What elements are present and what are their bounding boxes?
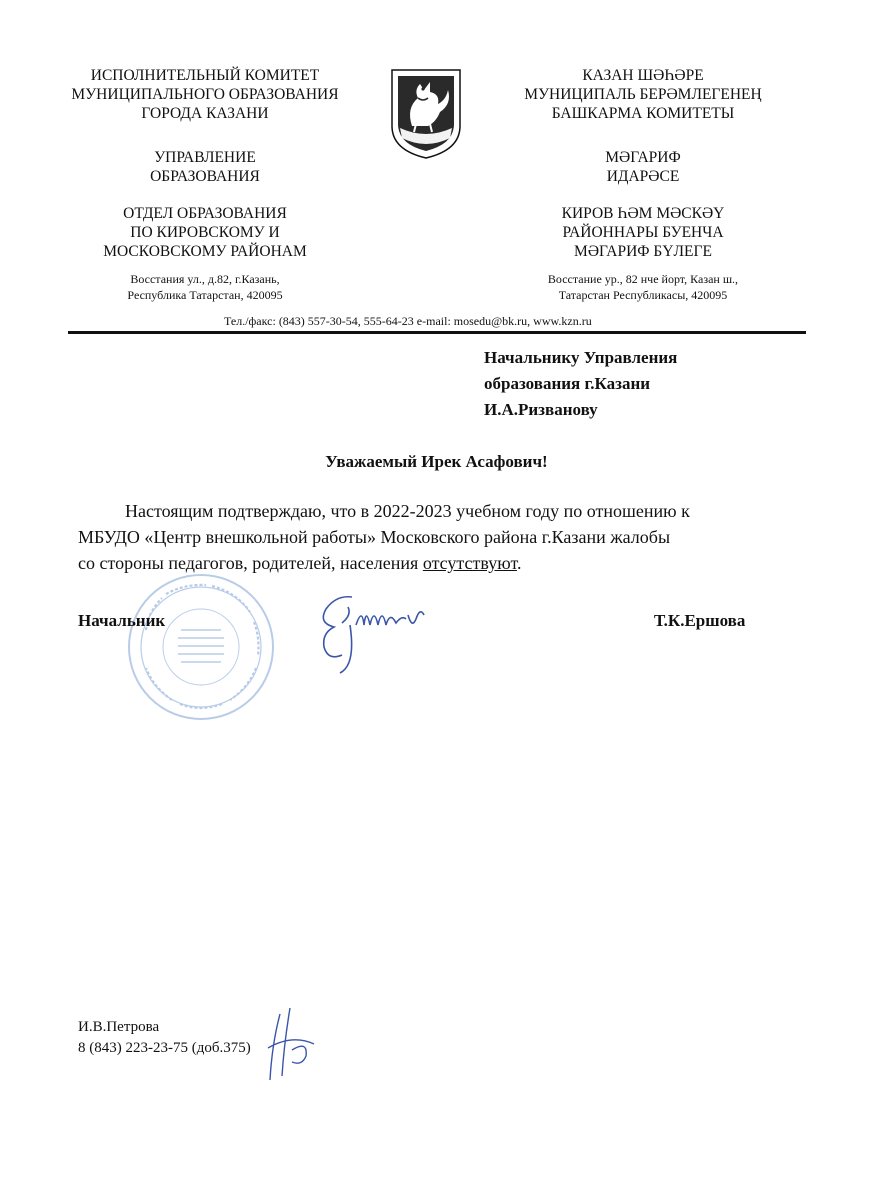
official-stamp [126,572,276,722]
executor-name: И.В.Петрова [78,1019,160,1035]
header-left-org-line: ГОРОДА КАЗАНИ [141,105,269,122]
signatory-name: Т.К.Ершова [654,611,746,630]
header-left-division-line: ОТДЕЛ ОБРАЗОВАНИЯ [123,205,287,222]
header-right-org [478,66,808,123]
header-left-dept-line: ОБРАЗОВАНИЯ [150,168,260,185]
header-left-org [40,66,370,123]
addressee-block [484,345,677,423]
body-line-text: со стороны педагогов, родителей, населения [78,553,423,573]
header-right-division-line: МӘГАРИФ БҮЛЕГЕ [574,243,712,260]
addressee-line: образования г.Казани [484,374,651,393]
header-left-dept-line: УПРАВЛЕНИЕ [154,149,256,166]
header-right-dept [478,148,808,186]
executor-info [78,1017,251,1059]
signatory-position: Начальник [78,611,166,630]
header-right-address-line: Татарстан Республикасы, 420095 [558,288,728,302]
header-left-org-line: МУНИЦИПАЛЬНОГО ОБРАЗОВАНИЯ [71,86,339,103]
header-right-org-line: КАЗАН ШӘҺӘРЕ [582,67,704,84]
header-left-address-line: Восстания ул., д.82, г.Казань, [130,272,280,286]
header-left-dept [40,148,370,186]
addressee-line: Начальнику Управления [484,348,678,367]
header-left-org-line: ИСПОЛНИТЕЛЬНЫЙ КОМИТЕТ [90,67,320,84]
header-right-dept-line: МӘГАРИФ [605,149,681,166]
addressee-line: И.А.Ризванову [484,400,598,419]
header-right-dept-line: ИДАРӘСЕ [606,168,680,185]
body-line: Настоящим подтверждаю, что в 2022-2023 учебном году по отношению к [125,501,690,521]
header-right-division [478,204,808,261]
header-left-division-line: МОСКОВСКОМУ РАЙОНАМ [103,243,307,260]
body-line-punct: . [516,553,522,573]
coat-of-arms-emblem [390,68,462,160]
handwritten-signature [312,585,440,675]
header-right-org-line: БАШКАРМА КОМИТЕТЫ [551,105,735,122]
body-line: МБУДО «Центр внешкольной работы» Московского района г.Казани жалобы [78,527,671,547]
header-left-division-line: ПО КИРОВСКОМУ И [130,224,280,241]
header-left-division [40,204,370,261]
header-divider [68,331,806,334]
header-right-address [478,271,808,303]
letter-body [78,498,768,576]
contact-line: Тел./факс: (843) 557-30-54, 555-64-23 e-mail: mosedu@bk.ru, www.kzn.ru [224,314,592,328]
greeting: Уважаемый Ирек Асафович! [325,452,548,471]
header-right-division-line: КИРОВ ҺӘМ МӘСКӘҮ [561,205,725,222]
header-left-address [40,271,370,303]
absent-word: отсутствуют [422,553,517,573]
header-right-address-line: Восстание ур., 82 нче йорт, Казан ш., [547,272,739,286]
header-right-division-line: РАЙОННАРЫ БУЕНЧА [562,224,724,241]
header-left-address-line: Республика Татарстан, 420095 [127,288,283,302]
header-right-org-line: МУНИЦИПАЛЬ БЕРӘМЛЕГЕНЕҢ [524,86,762,103]
executor-phone: 8 (843) 223-23-75 (доб.375) [78,1040,251,1056]
executor-initials-signature [262,1004,322,1084]
